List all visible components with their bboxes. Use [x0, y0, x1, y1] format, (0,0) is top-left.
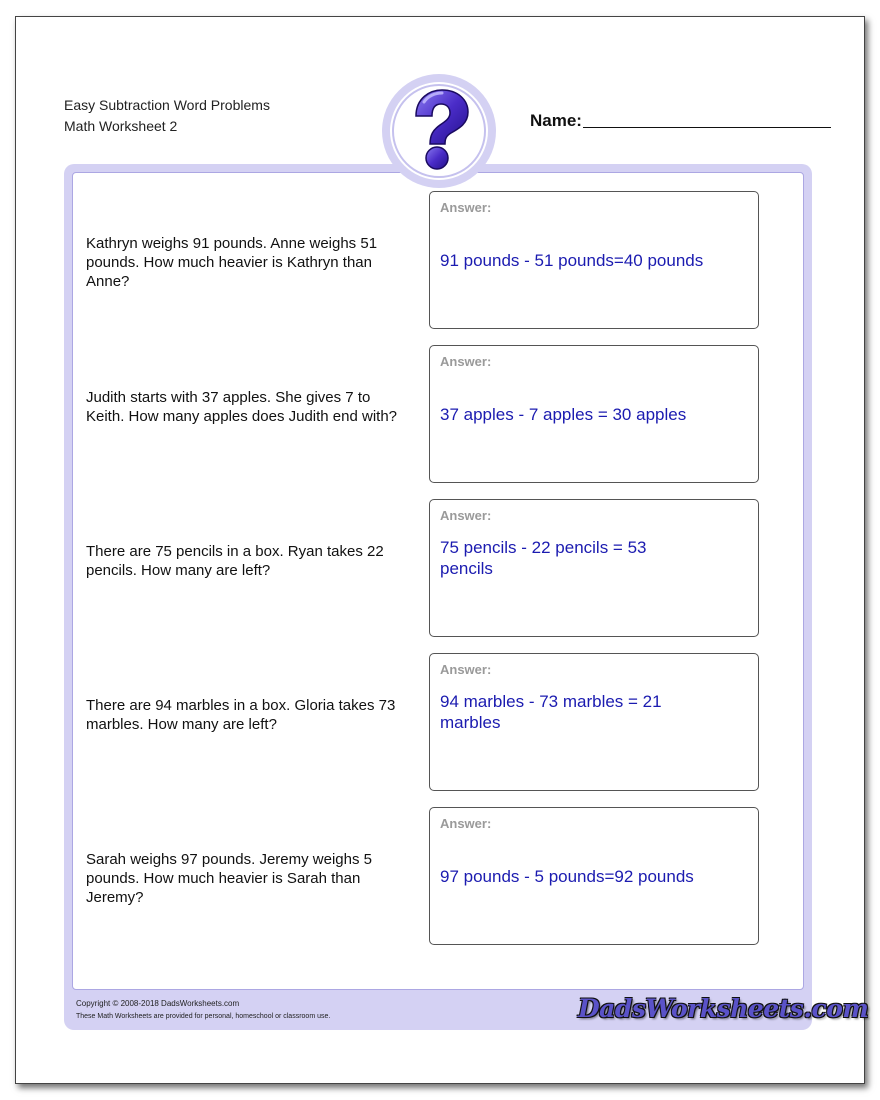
answer-label: Answer: [440, 816, 492, 831]
answer-box-5[interactable] [429, 807, 759, 945]
dadsworksheets-logo: DadsWorksheets.com [578, 994, 869, 1023]
answer-box-4[interactable] [429, 653, 759, 791]
question-1: Kathryn weighs 91 pounds. Anne weighs 51 pounds. How much heavier is Kathryn than Anne? [86, 235, 378, 290]
question-3: There are 75 pencils in a box. Ryan takes 22 pencils. How many are left? [86, 543, 384, 579]
answer-box-1[interactable] [429, 191, 759, 329]
answer-5: 97 pounds - 5 pounds=92 pounds [440, 867, 694, 886]
name-label: Name: [530, 111, 582, 130]
question-2: Judith starts with 37 apples. She gives 7 to Keith. How many apples does Judith end with? [86, 389, 398, 425]
answer-3: 75 pencils - 22 pencils = 53 pencils [440, 538, 647, 578]
answer-label: Answer: [440, 354, 492, 369]
usage-notice: These Math Worksheets are provided for personal, homeschool or classroom use. [76, 1013, 331, 1020]
name-line [583, 127, 831, 128]
answer-box-2[interactable] [429, 345, 759, 483]
copyright-text: Copyright © 2008-2018 DadsWorksheets.com [76, 999, 240, 1008]
worksheet-title: Easy Subtraction Word Problems [64, 97, 270, 113]
question-5: Sarah weighs 97 pounds. Jeremy weighs 5 pounds. How much heavier is Sarah than Jeremy? [86, 851, 372, 906]
answer-1: 91 pounds - 51 pounds=40 pounds [440, 251, 704, 270]
answer-label: Answer: [440, 200, 492, 215]
answer-2: 37 apples - 7 apples = 30 apples [440, 405, 687, 424]
answer-box-3[interactable] [429, 499, 759, 637]
answer-label: Answer: [440, 662, 492, 677]
worksheet-subtitle: Math Worksheet 2 [64, 118, 178, 134]
question-mark-icon [380, 72, 498, 190]
question-4: There are 94 marbles in a box. Gloria takes 73 marbles. How many are left? [86, 697, 396, 733]
answer-label: Answer: [440, 508, 492, 523]
answer-4: 94 marbles - 73 marbles = 21 marbles [440, 692, 662, 732]
